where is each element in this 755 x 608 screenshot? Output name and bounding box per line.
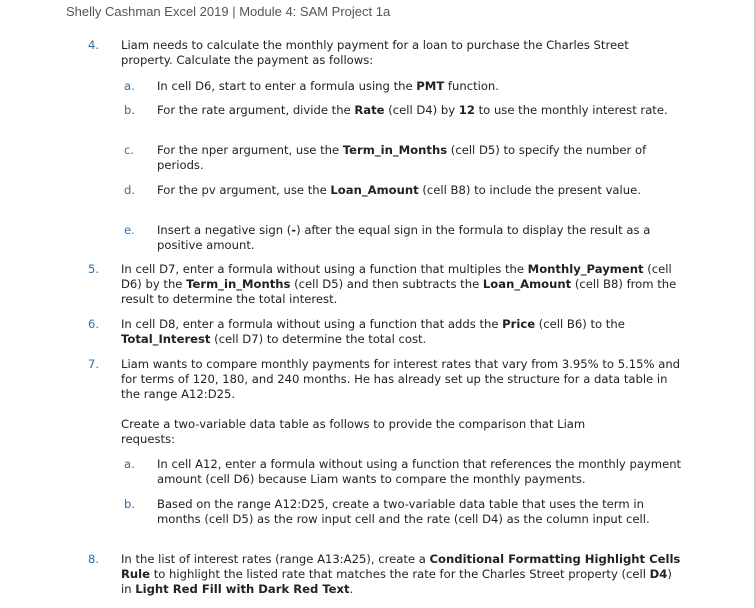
document-header: Shelly Cashman Excel 2019 | Module 4: SAM Project 1a [66,4,391,19]
step-text: In cell D7, enter a formula without using a function that multiples the Monthly_Payment (cell D6) by the Term_in_Months (cell D5) and then subtracts the Loan_Amount (cell B8) from the result to determine the total interest. [121,262,677,306]
substep-label: e. [124,223,135,237]
substep-text: Insert a negative sign (-) after the equal sign in the formula to display the result as a positive amount. [157,223,651,252]
step-text: Liam needs to calculate the monthly payment for a loan to purchase the Charles Street property. Calculate the payment as follows: [121,38,629,67]
substep-text: For the nper argument, use the Term_in_Months (cell D5) to specify the number of periods. [157,143,647,172]
substep-label: a. [124,79,135,93]
substep-label: a. [124,457,135,471]
step-text: In cell D8, enter a formula without using a function that adds the Price (cell B6) to the Total_Interest (cell D7) to determine the total cost. [121,317,625,346]
step-text: Liam wants to compare monthly payments for interest rates that vary from 3.95% to 5.15% and for terms of 120, 180, and 240 months. He has already set up the structure for a data table in the range A12:D25. [121,357,681,401]
step-text-secondary: Create a two-variable data table as follows to provide the comparison that Liam requests: [121,417,586,446]
substep-label: b. [124,497,136,511]
substep-text: Based on the range A12:D25, create a two-variable data table that uses the term in months (cell D5) as the row input cell and the rate (cell D4) as the column input cell. [157,497,650,526]
step-number: 4. [88,38,100,52]
step-number: 8. [88,552,100,566]
step-number: 5. [88,262,100,276]
substep-label: b. [124,103,136,117]
substep-label: d. [124,183,136,197]
substep-text: In cell A12, enter a formula without using a function that references the monthly payment amount (cell D6) because Liam wants to compare the monthly payments. [157,457,682,486]
substep-text: In cell D6, start to enter a formula using the PMT function. [157,79,499,93]
step-number: 7. [88,357,100,371]
substep-label: c. [124,143,135,157]
step-text: In the list of interest rates (range A13:A25), create a Conditional Formatting Highlight Cells Rule to highlight the listed rate that matches the rate for the Charles Street property (cell D4) in Light Red Fill with Dark Red Text. [121,552,681,596]
substep-text: For the rate argument, divide the Rate (cell D4) by 12 to use the monthly interest rate. [157,103,668,117]
step-number: 6. [88,317,100,331]
substep-text: For the pv argument, use the Loan_Amount (cell B8) to include the present value. [157,183,641,197]
